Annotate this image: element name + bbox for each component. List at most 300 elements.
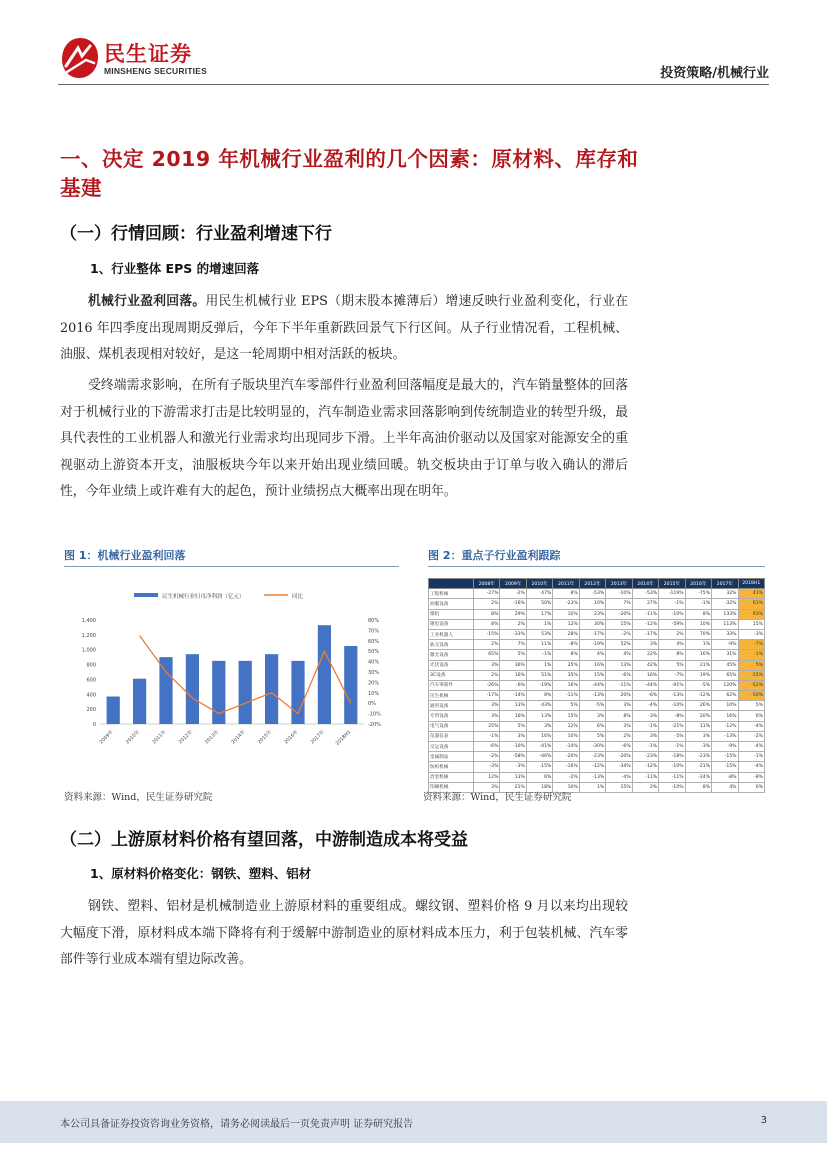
table-cell: 16%	[685, 650, 711, 660]
table-cell: 27%	[632, 599, 658, 609]
table-cell: 17%	[526, 609, 552, 619]
bar	[186, 654, 199, 724]
figure-1-chart	[64, 578, 399, 778]
table-cell: -2%	[474, 752, 500, 762]
table-cell: 4%	[579, 650, 605, 660]
paragraph-3: 钢铁、塑料、铝材是机械制造业上游原材料的重要组成。螺纹钢、塑料价格 9 月以来均出现较大幅度下滑，原材料成本端下降将有利于缓解中游制造业的原材料成本压力，利于包装机械、汽车零部件等行业成本端有望边际改善。	[60, 899, 628, 967]
table-cell: -2%	[500, 589, 526, 599]
table-cell: -11%	[632, 772, 658, 782]
table-cell: 28%	[553, 629, 579, 639]
table-row-label: 民生机械	[429, 691, 474, 701]
bar	[344, 646, 357, 724]
table-cell: 8%	[553, 589, 579, 599]
table-cell: -11%	[606, 680, 632, 690]
logo-mark-icon	[60, 36, 100, 80]
table-cell: 13%	[526, 711, 552, 721]
table-cell: -44%	[579, 680, 605, 690]
subsection-heading-1: 1、行业整体 EPS 的增速回落	[90, 261, 260, 276]
table-cell: -1%	[659, 742, 685, 752]
table-cell: -13%	[579, 691, 605, 701]
table-cell: 3%	[632, 731, 658, 741]
figure-2-source: 资料来源：Wind，民生证券研究院	[423, 792, 572, 803]
table-cell: 16%	[553, 680, 579, 690]
table-cell: -46%	[526, 752, 552, 762]
figure-1-source: 资料来源：Wind，民生证券研究院	[64, 792, 213, 803]
bar	[133, 679, 146, 724]
table-cell: 1%	[685, 640, 711, 650]
table-cell: -1%	[659, 599, 685, 609]
figure-2-table	[428, 578, 765, 791]
table-header-cell: 2015年	[659, 579, 685, 589]
table-header-cell: 2018H1	[738, 579, 764, 589]
table-cell: -20%	[553, 752, 579, 762]
table-cell: -10%	[659, 782, 685, 792]
y-right-tick-label: -20%	[368, 722, 381, 728]
table-cell: -5%	[579, 701, 605, 711]
paragraph-1-lead: 机械行业盈利回落。	[88, 294, 206, 309]
figure-1-rule	[64, 566, 399, 567]
table-header-cell: 2016年	[685, 579, 711, 589]
table-cell: 6%	[579, 721, 605, 731]
table-cell: 53%	[526, 629, 552, 639]
table-header-cell: 2017年	[712, 579, 738, 589]
table-cell: -10%	[659, 762, 685, 772]
bar	[318, 625, 331, 724]
table-cell: -8%	[712, 772, 738, 782]
table-cell: 35%	[553, 670, 579, 680]
table-cell: -16%	[500, 599, 526, 609]
table-cell: 2%	[606, 731, 632, 741]
table-row-label: 轨交设备	[429, 640, 474, 650]
table-row	[429, 640, 765, 650]
table-cell: 5%	[659, 660, 685, 670]
table-cell: 21%	[685, 660, 711, 670]
table-cell: 113%	[712, 619, 738, 629]
table-cell: 2%	[474, 670, 500, 680]
table-cell: -50%	[738, 691, 764, 701]
table-cell: 30%	[579, 619, 605, 629]
table-cell: 62%	[712, 691, 738, 701]
section-heading-2: （二）上游原材料价格有望回落，中游制造成本将受益	[60, 830, 468, 850]
table-cell: -1%	[738, 650, 764, 660]
table-cell: -24%	[685, 772, 711, 782]
table-cell: -6%	[632, 691, 658, 701]
table-cell: 10%	[553, 609, 579, 619]
table-cell: 5%	[738, 660, 764, 670]
table-cell: -20%	[606, 609, 632, 619]
table-row-label: 油服设备	[429, 599, 474, 609]
table-row	[429, 711, 765, 721]
table-row	[429, 762, 765, 772]
table-row	[429, 599, 765, 609]
table-cell: -30%	[579, 742, 605, 752]
table-cell: -11%	[659, 772, 685, 782]
table-cell: -44%	[632, 680, 658, 690]
figure-1-title: 图 1：机械行业盈利回落	[64, 549, 186, 562]
table-cell: -7%	[738, 640, 764, 650]
table-cell: -19%	[526, 680, 552, 690]
table-cell: -15%	[712, 762, 738, 772]
table-cell: 16%	[579, 660, 605, 670]
y-left-tick-label: 1,200	[81, 632, 96, 639]
table-cell: 5%	[553, 701, 579, 711]
table-cell: 50%	[526, 599, 552, 609]
y-right-tick-label: 50%	[368, 649, 380, 656]
table-cell: 10%	[579, 599, 605, 609]
x-tick-label: 2010年	[125, 729, 142, 746]
table-row-label: 专用设备	[429, 711, 474, 721]
table-cell: -9%	[712, 640, 738, 650]
table-cell: 16%	[500, 711, 526, 721]
table-row	[429, 609, 765, 619]
table-cell: -91%	[659, 680, 685, 690]
table-cell: -53%	[579, 589, 605, 599]
table-cell: -1%	[474, 731, 500, 741]
table-cell: 20%	[606, 691, 632, 701]
chart-legend	[134, 592, 304, 600]
x-tick-label: 2016年	[283, 729, 300, 746]
y-right-tick-label: 40%	[368, 659, 380, 666]
paragraph-1-body: 用民生机械行业 EPS（期末股本摊薄后）增速反映行业盈利变化，行业在 2016 年四季度出现周期反弹后，今年下半年重新跌回景气下行区间。从子行业情况看，工程机械、油服、煤机表现相对较好，是这一轮周期中相对活跃的板块。	[60, 294, 628, 362]
table-cell: 8%	[526, 691, 552, 701]
table-cell: -32%	[712, 599, 738, 609]
table-cell: 7%	[500, 640, 526, 650]
table-cell: -2%	[738, 731, 764, 741]
table-cell: -17%	[474, 691, 500, 701]
table-row-label: 锂电设备	[429, 619, 474, 629]
x-tick-label: 2014年	[231, 729, 247, 746]
x-tick-label: 2009年	[99, 729, 115, 746]
table-cell: 2%	[659, 629, 685, 639]
table-cell: -14%	[500, 691, 526, 701]
table-cell: -12%	[579, 762, 605, 772]
table-cell: -33%	[500, 629, 526, 639]
table-cell: -6%	[606, 670, 632, 680]
bar	[239, 661, 252, 724]
table-cell: 4%	[606, 650, 632, 660]
table-cell: -23%	[685, 752, 711, 762]
table-cell: 32%	[712, 589, 738, 599]
table-row	[429, 752, 765, 762]
table-row-label: 交运设备	[429, 742, 474, 752]
table-cell: 12%	[553, 619, 579, 629]
table-cell: 3%	[579, 711, 605, 721]
section-heading-1: （一）行情回顾：行业盈利增速下行	[60, 224, 332, 244]
logo-text-cn: 民生证券	[104, 42, 192, 66]
table-cell: 36%	[500, 660, 526, 670]
table-cell: -12%	[712, 721, 738, 731]
table-cell: -17%	[632, 629, 658, 639]
table-cell: -3%	[474, 762, 500, 772]
table-cell: 41%	[738, 589, 764, 599]
table-cell: 29%	[500, 609, 526, 619]
table-cell: -4%	[738, 721, 764, 731]
page-number: 3	[760, 1115, 767, 1126]
table-cell: -18%	[659, 752, 685, 762]
table-cell: 12%	[474, 772, 500, 782]
y-left-tick-label: 1,400	[81, 618, 96, 624]
paragraph-1	[60, 289, 628, 369]
table-cell: -9%	[712, 742, 738, 752]
table-cell: 5%	[738, 701, 764, 711]
figure-2-title: 图 2：重点子行业盈利跟踪	[428, 549, 561, 562]
table-row	[429, 742, 765, 752]
table-row	[429, 680, 765, 690]
table-cell: -14%	[553, 742, 579, 752]
table-cell: -59%	[659, 619, 685, 629]
table-cell: -21%	[685, 762, 711, 772]
table-row-label: 纺织机械	[429, 762, 474, 772]
table-cell: -23%	[553, 599, 579, 609]
table-cell: 31%	[712, 650, 738, 660]
table-row-label: 汽车零部件	[429, 680, 474, 690]
table-row	[429, 731, 765, 741]
table-header-cell: 2014年	[632, 579, 658, 589]
table-cell: 8%	[659, 650, 685, 660]
table-header-cell: 2011年	[553, 579, 579, 589]
table-header-cell: 2008年	[474, 579, 500, 589]
table-cell: -2%	[553, 772, 579, 782]
table-row	[429, 772, 765, 782]
table-cell: 52%	[606, 640, 632, 650]
table-row-label: 通用设备	[429, 701, 474, 711]
table-cell: 1%	[526, 660, 552, 670]
table-cell: 3%	[474, 782, 500, 792]
table-cell: 3%	[500, 731, 526, 741]
table-cell: 8%	[474, 619, 500, 629]
table-cell: -5%	[659, 731, 685, 741]
table-cell: 21%	[500, 782, 526, 792]
table-cell: -10%	[500, 742, 526, 752]
table-cell: 33%	[712, 629, 738, 639]
bar	[265, 654, 278, 724]
table-row	[429, 589, 765, 599]
table-cell: 6%	[738, 782, 764, 792]
table-cell: 5%	[579, 731, 605, 741]
table-cell: 15%	[606, 619, 632, 629]
header-divider	[58, 84, 769, 85]
table-cell: 3%	[606, 701, 632, 711]
table-cell: -52%	[738, 680, 764, 690]
table-header-cell: 2010年	[526, 579, 552, 589]
table-cell: 47%	[526, 589, 552, 599]
table-row	[429, 691, 765, 701]
table-cell: 6%	[526, 772, 552, 782]
table-row-label: 光伏设备	[429, 660, 474, 670]
table-cell: 25%	[553, 660, 579, 670]
table-cell: 15%	[579, 670, 605, 680]
table-cell: 6%	[738, 711, 764, 721]
table-cell: 3%	[632, 640, 658, 650]
y-left-tick-label: 1,000	[81, 647, 96, 654]
table-row-label: 煤机	[429, 609, 474, 619]
table-cell: -34%	[606, 762, 632, 772]
table-cell: 16%	[526, 731, 552, 741]
table-cell: 19%	[685, 670, 711, 680]
table-cell: 25%	[474, 721, 500, 731]
x-tick-label: 2012年	[178, 729, 194, 746]
y-right-tick-label: 10%	[368, 690, 380, 697]
table-cell: -1%	[738, 752, 764, 762]
table-cell: 1%	[526, 619, 552, 629]
table-cell: 8%	[606, 711, 632, 721]
table-cell: 13%	[500, 772, 526, 782]
table-cell: 8%	[685, 782, 711, 792]
table-cell: -15%	[738, 670, 764, 680]
legend-label-line: 同比	[292, 594, 304, 600]
paragraph-2: 受终端需求影响，在所有子版块里汽车零部件行业盈利回落幅度是最大的，汽车销量整体的回落对于机械行业的下游需求打击是比较明显的，汽车制造业需求回落影响到传统制造业的转型升级，最具代表性的工业机器人和激光行业需求均出现同步下滑。上半年高油价驱动以及国家对能源安全的重视驱动上游资本开支，油服板块今年以来开始出现业绩回暖。轨交板块由于订单与收入确认的滞后性，今年业绩上或许难有大的起色，预计业绩拐点大概率出现在明年。	[60, 378, 628, 499]
table-row	[429, 670, 765, 680]
y-left-tick-label: 800	[86, 662, 96, 669]
table-cell: -21%	[659, 721, 685, 731]
legend-swatch-bars	[134, 593, 158, 597]
x-tick-label: 2015年	[257, 729, 274, 746]
table-cell: -19%	[579, 640, 605, 650]
report-section-label: 投资策略/机械行业	[660, 66, 769, 81]
table-cell: 93%	[738, 609, 764, 619]
table-cell: -41%	[526, 742, 552, 752]
table-cell: -12%	[685, 691, 711, 701]
table-cell: 26%	[685, 701, 711, 711]
table-cell: -4%	[606, 772, 632, 782]
y-right-tick-label: 80%	[368, 618, 380, 624]
table-row-label: 激光设备	[429, 650, 474, 660]
table-cell: -13%	[712, 731, 738, 741]
table-cell: -75%	[685, 589, 711, 599]
y-left-tick-label: 400	[86, 692, 96, 699]
table-cell: 11%	[526, 640, 552, 650]
table-cell: 23%	[579, 609, 605, 619]
table-cell: -15%	[712, 752, 738, 762]
table-row-label: 金属制品	[429, 752, 474, 762]
table-cell: -15%	[526, 762, 552, 772]
table-cell: 11%	[685, 721, 711, 731]
table-cell: 3%	[526, 721, 552, 731]
table-cell: -5%	[685, 680, 711, 690]
table-cell: -23%	[579, 752, 605, 762]
table-header-cell: 2009年	[500, 579, 526, 589]
table-cell: 8%	[474, 609, 500, 619]
table-row-label: 冶金机械	[429, 772, 474, 782]
table-cell: -4%	[632, 701, 658, 711]
table-row	[429, 650, 765, 660]
table-row-label: 仪器仪表	[429, 731, 474, 741]
table-cell: -3%	[685, 742, 711, 752]
table-cell: -23%	[632, 752, 658, 762]
logo-text-en: MINSHENG SECURITIES	[104, 66, 207, 76]
table-row	[429, 660, 765, 670]
table-cell: 65%	[712, 670, 738, 680]
y-left-tick-label: 200	[86, 707, 96, 714]
table-cell: 133%	[712, 609, 738, 619]
table-cell: -26%	[474, 680, 500, 690]
table-cell: 3%	[606, 721, 632, 731]
bar	[291, 661, 304, 724]
table-cell: -16%	[553, 762, 579, 772]
table-cell: -17%	[579, 629, 605, 639]
y-right-tick-label: 30%	[368, 670, 380, 676]
table-row	[429, 701, 765, 711]
table-cell: -13%	[579, 772, 605, 782]
table-header-cell: 2012年	[579, 579, 605, 589]
table-cell: 8%	[553, 650, 579, 660]
chapter-title: 一、决定 2019 年机械行业盈利的几个因素：原材料、库存和基建	[60, 147, 639, 200]
table-cell: 3%	[474, 711, 500, 721]
table-cell: 16%	[500, 670, 526, 680]
table-cell: 13%	[500, 701, 526, 711]
table-cell: -53%	[632, 589, 658, 599]
table-cell: 5%	[500, 721, 526, 731]
table-cell: 15%	[553, 711, 579, 721]
table-cell: 12%	[553, 721, 579, 731]
table-cell: 61%	[738, 599, 764, 609]
table-cell: -11%	[553, 691, 579, 701]
y-right-tick-label: -10%	[368, 711, 381, 718]
table-cell: -3%	[738, 629, 764, 639]
table-row-label: 工程机械	[429, 589, 474, 599]
table-cell: -10%	[659, 701, 685, 711]
table-cell: -3%	[632, 711, 658, 721]
table-cell: 4%	[712, 782, 738, 792]
y-left-tick-label: 600	[86, 677, 96, 684]
table-cell: -10%	[606, 589, 632, 599]
table-cell: 3%	[685, 731, 711, 741]
table-cell: 5%	[500, 650, 526, 660]
y-right-tick-label: 0%	[368, 701, 376, 708]
table-row-label: 3C设备	[429, 670, 474, 680]
table-cell: 2%	[474, 599, 500, 609]
table-cell: -27%	[474, 589, 500, 599]
y-right-tick-label: 60%	[368, 638, 380, 645]
y-left-tick-label: 0	[92, 722, 96, 728]
table-cell: -1%	[632, 721, 658, 731]
table-cell: -15%	[474, 629, 500, 639]
table-cell: -119%	[659, 589, 685, 599]
table-cell: 2%	[500, 619, 526, 629]
footer-disclaimer: 本公司具备证券投资咨询业务资格，请务必阅读最后一页免责声明 证券研究报告	[60, 1119, 414, 1130]
table-cell: -2%	[606, 629, 632, 639]
table-cell: 42%	[632, 660, 658, 670]
table-cell: 2%	[632, 782, 658, 792]
table-cell: 2%	[474, 640, 500, 650]
bar	[107, 697, 120, 724]
table-header-cell: 2013年	[606, 579, 632, 589]
x-tick-label: 2018H1	[335, 729, 353, 747]
x-tick-label: 2013年	[204, 729, 221, 746]
table-cell: 18%	[526, 782, 552, 792]
table-cell: 4%	[659, 640, 685, 650]
table-cell: 3%	[474, 701, 500, 711]
table-cell: 65%	[474, 650, 500, 660]
table-cell: 13%	[606, 660, 632, 670]
table-cell: -1%	[526, 650, 552, 660]
table-cell: -6%	[606, 742, 632, 752]
table-cell: -8%	[659, 711, 685, 721]
table-cell: 16%	[632, 670, 658, 680]
table-cell: -13%	[659, 691, 685, 701]
table-row	[429, 629, 765, 639]
table-cell: 70%	[685, 629, 711, 639]
table-cell: 20%	[685, 711, 711, 721]
y-right-tick-label: 70%	[368, 628, 380, 635]
table-cell: -20%	[606, 752, 632, 762]
table-cell: -8%	[553, 640, 579, 650]
table-cell: -12%	[632, 619, 658, 629]
table-row	[429, 721, 765, 731]
table-cell: 51%	[526, 670, 552, 680]
table-header-cell	[429, 579, 474, 589]
table-cell: 43%	[526, 701, 552, 711]
